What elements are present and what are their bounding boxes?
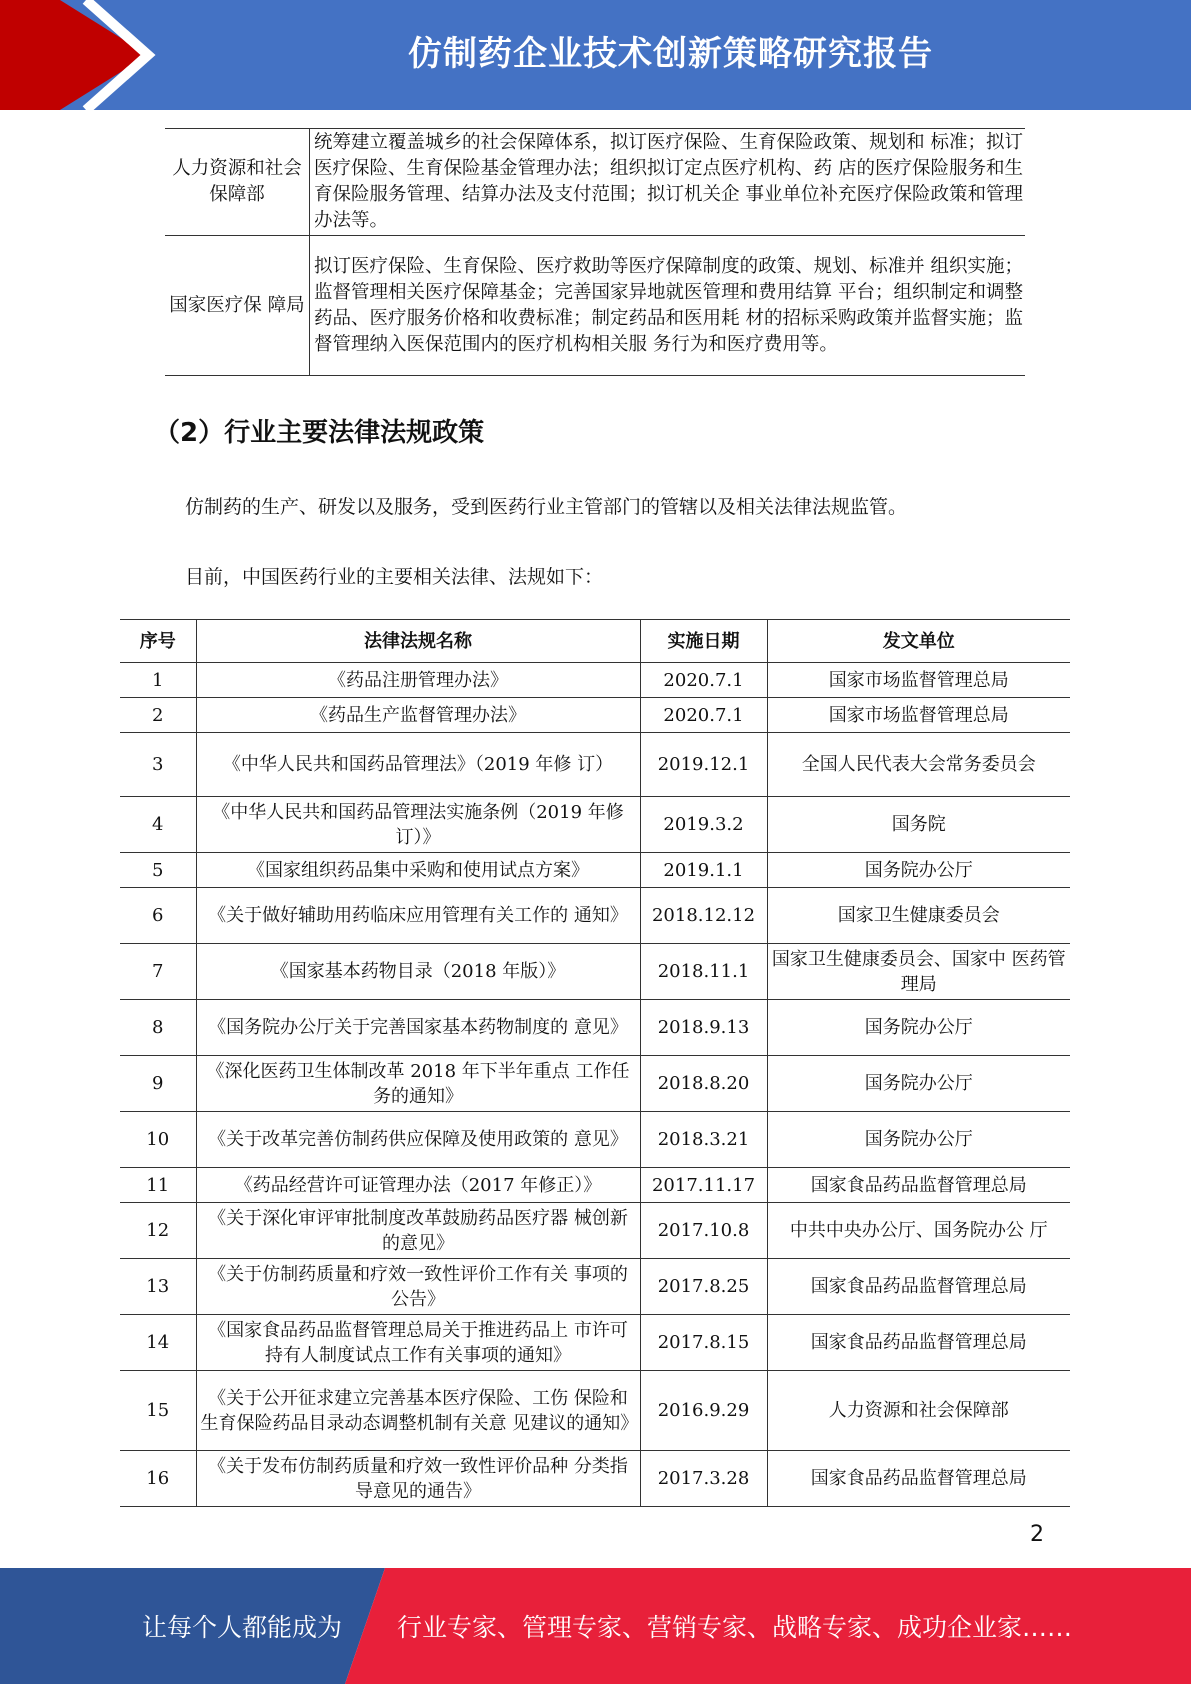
table-row (120, 1203, 1070, 1259)
table-row (120, 1371, 1070, 1451)
table-row (120, 1112, 1070, 1168)
effective-date: 2018.8.20 (640, 1056, 767, 1112)
issuing-authority: 全国人民代表大会常务委员会 (767, 733, 1070, 797)
issuing-authority: 国务院办公厅 (767, 1056, 1070, 1112)
regulation-name: 《深化医药卫生体制改革 2018 年下半年重点 工作任务的通知》 (196, 1056, 640, 1112)
table-body (120, 663, 1070, 1507)
regulation-name: 《国家组织药品集中采购和使用试点方案》 (196, 853, 640, 888)
issuing-authority: 国家卫生健康委员会、国家中 医药管理局 (767, 944, 1070, 1000)
regulation-name: 《关于仿制药质量和疗效一致性评价工作有关 事项的公告》 (196, 1259, 640, 1315)
row-index: 8 (120, 1000, 196, 1056)
table-row (120, 944, 1070, 1000)
effective-date: 2017.11.17 (640, 1168, 767, 1203)
row-index: 1 (120, 663, 196, 698)
effective-date: 2020.7.1 (640, 698, 767, 733)
table-row (120, 1168, 1070, 1203)
department-name: 人力资源和社会保障部 (165, 129, 310, 236)
table-row (120, 797, 1070, 853)
table-row (120, 698, 1070, 733)
department-duty: 统筹建立覆盖城乡的社会保障体系，拟订医疗保险、生育保险政策、规划和 标准；拟订医疗保险、生育保险基金管理办法；组织拟订定点医疗机构、药 店的医疗保险服务和生育保险服务管理、结算办法及支付范围；拟订机关企 事业单位补充医疗保险政策和管理办法等。 (310, 129, 1026, 236)
regulation-name: 《国家食品药品监督管理总局关于推进药品上 市许可持有人制度试点工作有关事项的通知》 (196, 1315, 640, 1371)
row-index: 15 (120, 1371, 196, 1451)
effective-date: 2017.10.8 (640, 1203, 767, 1259)
column-header-index: 序号 (120, 620, 196, 663)
issuing-authority: 国家食品药品监督管理总局 (767, 1451, 1070, 1507)
issuing-authority: 国家市场监督管理总局 (767, 663, 1070, 698)
effective-date: 2017.3.28 (640, 1451, 767, 1507)
table-row (165, 236, 1025, 376)
effective-date: 2020.7.1 (640, 663, 767, 698)
row-index: 6 (120, 888, 196, 944)
row-index: 4 (120, 797, 196, 853)
effective-date: 2017.8.15 (640, 1315, 767, 1371)
row-index: 12 (120, 1203, 196, 1259)
effective-date: 2019.12.1 (640, 733, 767, 797)
table-row (120, 1315, 1070, 1371)
footer-slogan-right: 行业专家、管理专家、营销专家、战略专家、成功企业家…… (397, 1613, 1073, 1642)
issuing-authority: 国务院办公厅 (767, 853, 1070, 888)
column-header-name: 法律法规名称 (196, 620, 640, 663)
regulation-name: 《药品生产监督管理办法》 (196, 698, 640, 733)
column-header-date: 实施日期 (640, 620, 767, 663)
table-row (165, 129, 1025, 236)
effective-date: 2019.3.2 (640, 797, 767, 853)
row-index: 11 (120, 1168, 196, 1203)
effective-date: 2017.8.25 (640, 1259, 767, 1315)
row-index: 10 (120, 1112, 196, 1168)
table-row (120, 888, 1070, 944)
department-duty: 拟订医疗保险、生育保险、医疗救助等医疗保障制度的政策、规划、标准并 组织实施；监督管理相关医疗保障基金；完善国家异地就医管理和费用结算 平台；组织制定和调整药品、医疗服务价格和收费标准；制定药品和医用耗 材的招标采购政策并监督实施；监督管理纳入医保范围内的医疗机构相关服 务行为和医疗费用等。 (310, 236, 1026, 376)
table-row (120, 733, 1070, 797)
table-row (120, 1056, 1070, 1112)
department-duty-table (165, 128, 1025, 376)
regulation-name: 《关于发布仿制药质量和疗效一致性评价品种 分类指导意见的通告》 (196, 1451, 640, 1507)
report-title: 仿制药企业技术创新策略研究报告 (408, 34, 933, 74)
issuing-authority: 国家卫生健康委员会 (767, 888, 1070, 944)
issuing-authority: 国务院办公厅 (767, 1112, 1070, 1168)
intro-paragraph: 目前，中国医药行业的主要相关法律、法规如下： (185, 566, 604, 588)
row-index: 5 (120, 853, 196, 888)
effective-date: 2018.3.21 (640, 1112, 767, 1168)
page-header (0, 0, 1191, 110)
regulation-name: 《国家基本药物目录（2018 年版）》 (196, 944, 640, 1000)
table-row (120, 663, 1070, 698)
issuing-authority: 人力资源和社会保障部 (767, 1371, 1070, 1451)
effective-date: 2016.9.29 (640, 1371, 767, 1451)
issuing-authority: 国家食品药品监督管理总局 (767, 1315, 1070, 1371)
page-number: 2 (1030, 1522, 1044, 1547)
regulation-name: 《药品经营许可证管理办法（2017 年修正）》 (196, 1168, 640, 1203)
regulation-name: 《关于做好辅助用药临床应用管理有关工作的 通知》 (196, 888, 640, 944)
row-index: 13 (120, 1259, 196, 1315)
table-header-row (120, 620, 1070, 663)
issuing-authority: 中共中央办公厅、国务院办公 厅 (767, 1203, 1070, 1259)
row-index: 2 (120, 698, 196, 733)
regulation-name: 《药品注册管理办法》 (196, 663, 640, 698)
row-index: 14 (120, 1315, 196, 1371)
issuing-authority: 国家市场监督管理总局 (767, 698, 1070, 733)
row-index: 9 (120, 1056, 196, 1112)
regulation-name: 《中华人民共和国药品管理法实施条例（2019 年修订）》 (196, 797, 640, 853)
issuing-authority: 国务院办公厅 (767, 1000, 1070, 1056)
row-index: 3 (120, 733, 196, 797)
row-index: 7 (120, 944, 196, 1000)
law-regulation-table (120, 619, 1070, 1507)
issuing-authority: 国家食品药品监督管理总局 (767, 1168, 1070, 1203)
issuing-authority: 国务院 (767, 797, 1070, 853)
regulation-name: 《国务院办公厅关于完善国家基本药物制度的 意见》 (196, 1000, 640, 1056)
table-row (120, 1259, 1070, 1315)
section-heading: （2）行业主要法律法规政策 (154, 418, 485, 448)
column-header-issuer: 发文单位 (767, 620, 1070, 663)
table-row (120, 1000, 1070, 1056)
footer-slogan-left: 让每个人都能成为 (142, 1613, 343, 1642)
department-name: 国家医疗保 障局 (165, 236, 310, 376)
effective-date: 2018.11.1 (640, 944, 767, 1000)
intro-paragraph: 仿制药的生产、研发以及服务，受到医药行业主管部门的管辖以及相关法律法规监管。 (185, 496, 908, 518)
effective-date: 2018.9.13 (640, 1000, 767, 1056)
regulation-name: 《关于公开征求建立完善基本医疗保险、工伤 保险和生育保险药品目录动态调整机制有关意 见建议的通知》 (196, 1371, 640, 1451)
table-row (120, 1451, 1070, 1507)
regulation-name: 《关于深化审评审批制度改革鼓励药品医疗器 械创新的意见》 (196, 1203, 640, 1259)
effective-date: 2019.1.1 (640, 853, 767, 888)
issuing-authority: 国家食品药品监督管理总局 (767, 1259, 1070, 1315)
regulation-name: 《中华人民共和国药品管理法》（2019 年修 订） (196, 733, 640, 797)
regulation-name: 《关于改革完善仿制药供应保障及使用政策的 意见》 (196, 1112, 640, 1168)
row-index: 16 (120, 1451, 196, 1507)
effective-date: 2018.12.12 (640, 888, 767, 944)
page-footer (0, 1568, 1191, 1684)
table-row (120, 853, 1070, 888)
